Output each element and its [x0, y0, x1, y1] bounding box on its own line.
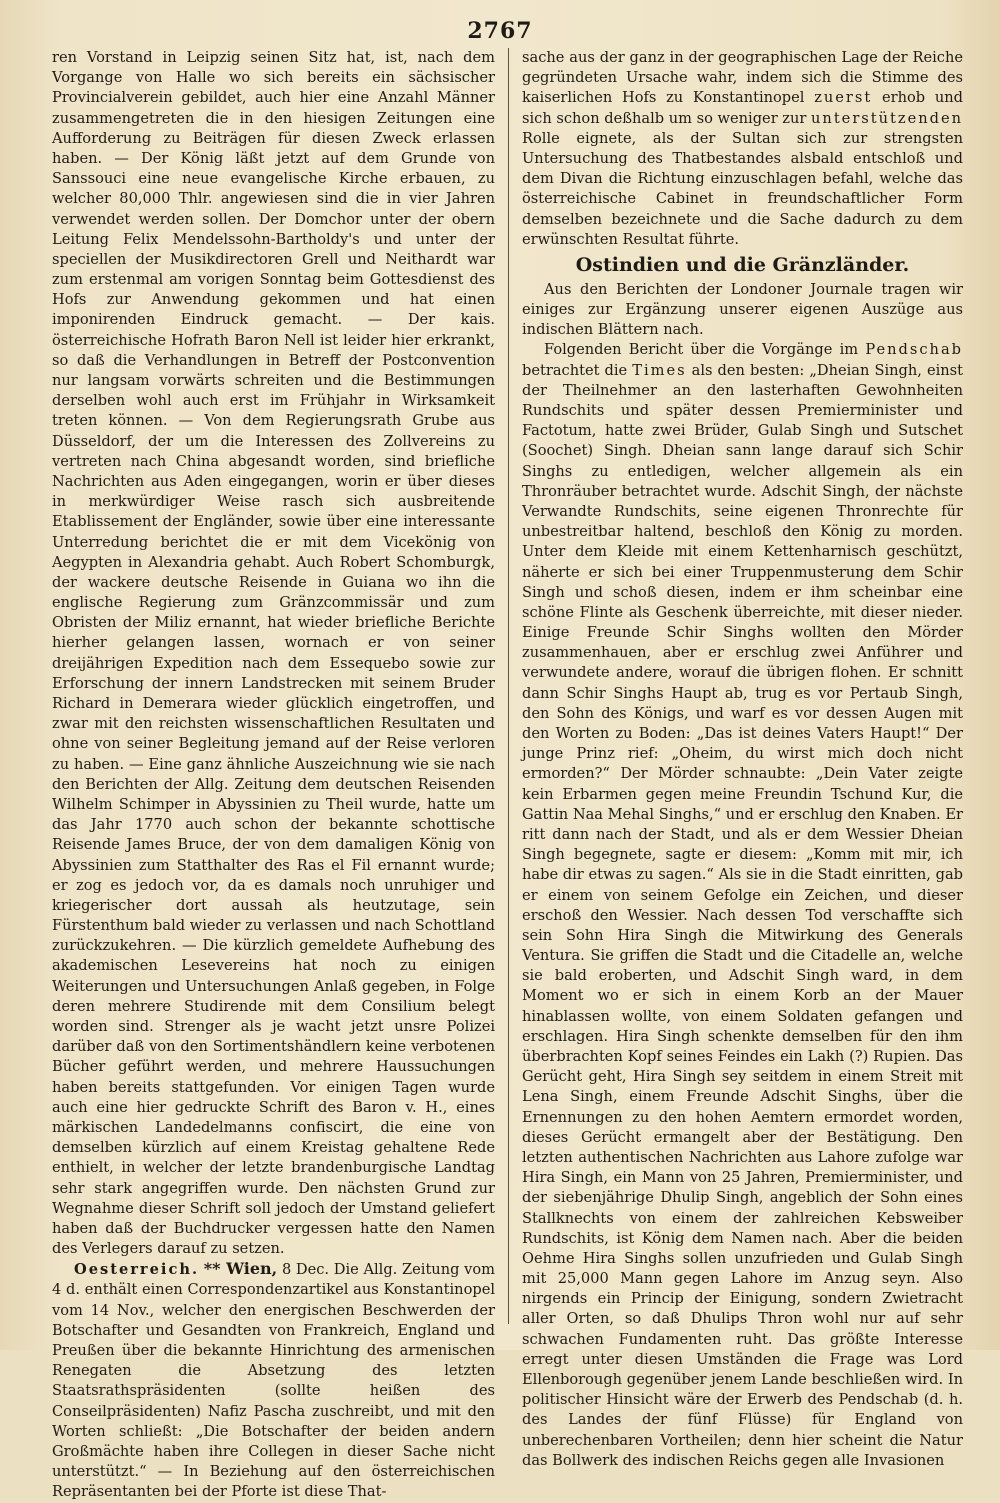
emphasis-times: Times [632, 361, 687, 379]
emphasis-pendschab: Pendschab [865, 341, 963, 359]
section-heading-ostindien: Ostindien und die Gränzländer. [575, 253, 910, 276]
right-paragraph-continuation [522, 48, 963, 250]
text-run: betrachtet die [522, 361, 633, 379]
text-run: erhob und sich schon deßhalb um so weniger zur [522, 89, 963, 127]
left-column [52, 48, 496, 1501]
right-paragraph-pendschab [522, 340, 963, 1471]
page-number: 2767 [467, 18, 533, 44]
dateline-wien: ** Wien, [203, 1259, 278, 1279]
right-column [522, 48, 964, 1469]
emphasis-unterstuetzenden: unterstützenden [811, 109, 964, 127]
text-run: als den besten: „Dheian Singh, einst der Theilnehmer an den lasterhaften Gewohnheiten Rundschits und später dessen Premierminister und Factotum, hatte zwei Brüder, Gulab Singh und Sutschet (Soochet) Singh. Dheian sann lange darauf sich Schir Singhs zu entledigen, welcher allgemein als ein Thronräuber betrachtet wurde. Adschit Singh, der nächste Verwandte Rundschits, seine eigenen Thronrechte für unbestreitbar haltend, beschloß den König zu morden. Unter dem Kleide mit einem Kettenharnisch geschützt, näherte er sich bei einer Truppenmusterung dem Schir Singh und schoß diesen, indem er ihm scheinbar eine schöne Flinte als Geschenk überreichte, mit dieser nieder. Einige Freunde Schir Singhs wollten den Mörder zusammenhauen, aber er erschlug zwei Anführer und verwundete andere, worauf die übrigen flohen. Er schnitt dann Schir Singhs Haupt ab, trug es vor Pertaub Singh, den Sohn des Königs, und warf es vor dessen Augen mit den Worten zu Boden: „Das ist deines Vaters Haupt!“ Der junge Prinz rief: „Oheim, du wirst mich doch nicht ermorden?“ Der Mörder schnaubte: „Dein Vater zeigte kein Erbarmen gegen meine Freundin Tschund Kur, die Gattin Naa Mehal Singhs,“ und er erschlug den Knaben. Er ritt dann nach der Stadt, und als er dem Wessier Dheian Singh begegnete, sagte er diesem: „Komm mit mir, ich habe dir etwas zu sagen.“ Als sie in die Stadt einritten, gab er einem von seinem Gefolge ein Zeichen, und dieser erschoß den Wessier. Nach dessen Tod verschaffte sich sein Sohn Hira Singh die Mitwirkung des Generals Ventura. Sie griffen die Stadt und die Citadelle an, welche sie bald eroberten, und Adschit Singh ward, in dem Moment wo er sich in einem Korb an der Mauer hinablassen wollte, von einem Soldaten gefangen und erschlagen. Hira Singh schenkte demselben für den ihm überbrachten Kopf seines Feindes ein Lakh (?) Rupien. Das Gerücht geht, Hira Singh sey seitdem in einem Streit mit Lena Singh, einem Freunde Adschit Singhs, über die Ernennungen zu den hohen Aemtern ermordet worden, dieses Gerücht ermangelt aber der Bestätigung. Den letzten authentischen Nachrichten aus Lahore zufolge war Hira Singh, ein Mann von 25 Jahren, Premierminister, und der siebenjährige Dhulip Singh, angeblich der Sohn eines Stallknechts von einem der zahlreichen Kebsweiber Rundschits, ist König dem Namen nach. Aber die beiden Oehme Hira Singhs sollen unzufrieden und Gulab Singh mit 25,000 Mann gegen Lahore im Anzug seyn. Also nirgends ein Princip der Einigung, sondern Zwietracht aller Orten, so daß Dhulips Thron wohl nur auf sehr schwachen Fundamenten ruht. Das größte Interesse erregt unter diesen Umständen die Frage was Lord Ellenborough gegenüber jenem Lande beschließen wird. In politischer Hinsicht wäre der Erwerb des Pendschab (d. h. des Landes der fünf Flüsse) für England von unberechenbaren Vortheilen; denn hier scheint die Natur das Bollwerk des indischen Reichs gegen alle Invasionen [522, 361, 963, 1469]
left-paragraph-oesterreich [52, 1259, 495, 1502]
text-run: Folgenden Bericht über die Vorgänge im [544, 341, 866, 359]
emphasis-zuerst: zuerst [814, 89, 873, 107]
section-heading-oesterreich: Oesterreich. [74, 1261, 200, 1279]
right-paragraph-intro: Aus den Berichten der Londoner Journale tragen wir einiges zur Ergänzung unserer eigenen Auszüge aus indischen Blättern nach. [522, 280, 963, 339]
paragraph-text: 8 Dec. Die Allg. Zeitung vom 4 d. enthält einen Correspondenzartikel aus Konstantinopel vom 14 Nov., welcher den energischen Beschwerden der Botschafter und Gesandten von Frankreich, England und Preußen über die bekannte Hinrichtung des armenischen Renegaten die Absetzung des letzten Staatsrathspräsidenten (sollte heißen des Conseilpräsidenten) Nafiz Pascha zuschreibt, und mit den Worten schließt: „Die Botschafter der beiden andern Großmächte haben ihre Collegen in dieser Sache nicht unterstützt.“ — In Beziehung auf den österreichischen Repräsentanten bei der Pforte ist diese That- [52, 1261, 496, 1501]
text-run: Rolle eignete, als der Sultan sich zur strengsten Untersuchung des Thatbestandes alsbald entschloß und dem Divan die Richtung einzuschlagen befahl, welche das österreichische Cabinet in freundschaftlicher Form demselben bezeichnete und die Sache dadurch zu dem erwünschten Resultat führte. [522, 129, 963, 248]
text-run: sache aus der ganz in der geographischen Lage der Reiche gegründeten Ursache wahr, indem sich die Stimme des kaiserlichen Hofs zu Konstantinopel [522, 49, 963, 107]
column-divider [508, 48, 509, 1324]
left-paragraph-berlin: ren Vorstand in Leipzig seinen Sitz hat, ist, nach dem Vorgange von Halle wo sich bereits ein sächsischer Provincialverein gebildet, auch hier eine Anzahl Männer zusammengetreten die in den hiesigen Zeitungen eine Aufforderung zu Beiträgen für diesen Zweck erlassen haben. — Der König läßt jetzt auf dem Grunde von Sanssouci eine neue evangelische Kirche erbauen, zu welcher 80,000 Thlr. angewiesen sind die in vier Jahren verwendet werden sollen. Der Domchor unter der obern Leitung Felix Mendelssohn-Bartholdy's und unter der speciellen der Musikdirectoren Grell und Neithardt war zum erstenmal am vorigen Sonntag beim Gottesdienst des Hofs zur Anwendung gekommen und hat einen imponirenden Eindruck gemacht. — Der kais. österreichische Hofrath Baron Nell ist leider hier erkrankt, so daß die Verhandlungen in Betreff der Postconvention nur langsam vorwärts schreiten und die Bestimmungen derselben wohl auch erst im Frühjahr in Wirksamkeit treten können. — Von dem Regierungsrath Grube aus Düsseldorf, der um die Interessen des Zollvereins zu vertreten nach China abgesandt worden, sind briefliche Nachrichten aus Aden eingegangen, worin er über dieses in merkwürdiger Weise rasch sich ausbreitende Etablissement der Engländer, sowie über eine interessante Unterredung berichtet die er mit dem Vicekönig von Aegypten in Alexandria gehabt. Auch Robert Schomburgk, der wackere deutsche Reisende in Guiana wo ihn die englische Regierung zum Gränzcommissär und zum Obristen der Miliz ernannt, hat wieder briefliche Berichte hierher gelangen lassen, wornach er von seiner dreijährigen Expedition nach dem Essequebo sowie zur Erforschung der innern Landstrecken mit seinem Bruder Richard in Demerara wieder glücklich eingetroffen, und zwar mit den reichsten wissenschaftlichen Resultaten und ohne von seiner Begleitung jemand auf der Reise verloren zu haben. — Eine ganz ähnliche Auszeichnung wie sie nach den Berichten der Allg. Zeitung dem deutschen Reisenden Wilhelm Schimper in Abyssinien zu Theil wurde, hatte um das Jahr 1770 auch schon der bekannte schottische Reisende James Bruce, der von dem damaligen König von Abyssinien zum Statthalter des Ras el Fil ernannt wurde; er zog es jedoch vor, da es damals noch unruhiger und kriegerischer dort aussah als heutzutage, sein Fürstenthum bald wieder zu verlassen und nach Schottland zurückzukehren. — Die kürzlich gemeldete Aufhebung des akademischen Lesevereins hat noch zu einigen Weiterungen und Untersuchungen Anlaß gegeben, in Folge deren mehrere Studirende mit dem Consilium belegt worden sind. Strenger als je wacht jetzt unsre Polizei darüber daß von den Sortimentshändlern keine verbotenen Bücher geführt werden, und mehrere Haussuchungen haben bereits stattgefunden. Vor einigen Tagen wurde auch eine hier gedruckte Schrift des Baron v. H., eines märkischen Landedelmanns confiscirt, die eine von demselben kürzlich auf einem Kreistag gehaltene Rede enthielt, in welcher der letzte brandenburgische Landtag sehr stark angegriffen wurde. Den nächsten Grund zur Wegnahme dieser Schrift soll jedoch der Umstand geliefert haben daß der Buchdrucker vergessen hatte den Namen des Verlegers darauf zu setzen. [52, 49, 496, 1258]
